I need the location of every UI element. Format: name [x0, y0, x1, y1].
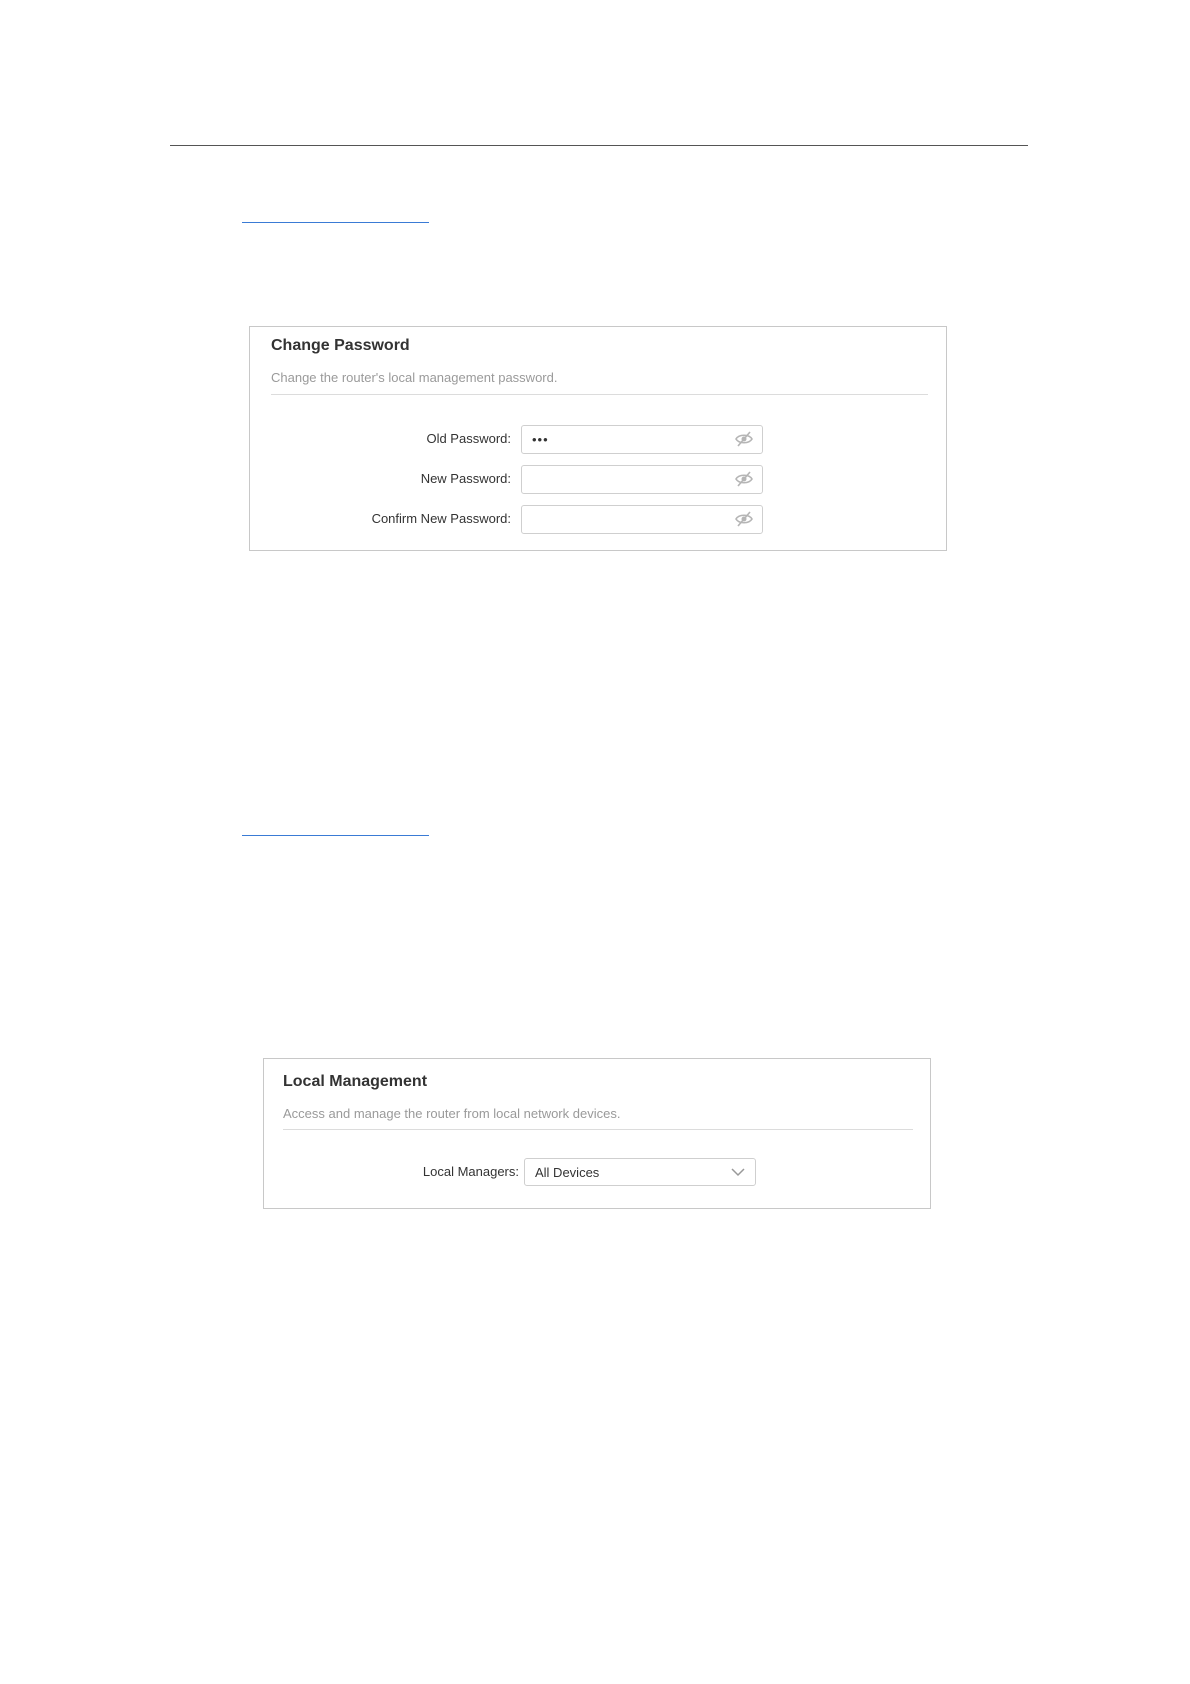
confirm-password-input[interactable] [521, 505, 763, 534]
old-password-input[interactable] [521, 425, 763, 454]
eye-slash-icon[interactable] [734, 471, 754, 487]
old-password-label: Old Password: [426, 431, 511, 446]
local-managers-selected: All Devices [535, 1165, 600, 1180]
chevron-down-icon[interactable] [731, 1167, 745, 1177]
panel-description: Access and manage the router from local network devices. [283, 1106, 621, 1121]
eye-slash-icon[interactable] [734, 511, 754, 527]
local-management-panel [263, 1058, 931, 1209]
panel-title: Change Password [271, 337, 410, 354]
local-managers-select[interactable] [524, 1158, 756, 1186]
new-password-label: New Password: [420, 471, 511, 486]
local-managers-label: Local Managers: [422, 1164, 519, 1179]
panel-divider [283, 1129, 913, 1130]
panel-title: Local Management [283, 1073, 428, 1090]
panel-description: Change the router's local management password. [271, 370, 558, 385]
confirm-password-label: Confirm New Password: [371, 511, 511, 526]
header-rule [170, 145, 1028, 146]
old-password-value: ••• [532, 432, 549, 447]
section-link-underline[interactable] [242, 222, 429, 223]
new-password-input[interactable] [521, 465, 763, 494]
panel-divider [271, 394, 928, 395]
section-link-underline[interactable] [242, 835, 429, 836]
eye-slash-icon[interactable] [734, 431, 754, 447]
change-password-panel [249, 326, 947, 551]
